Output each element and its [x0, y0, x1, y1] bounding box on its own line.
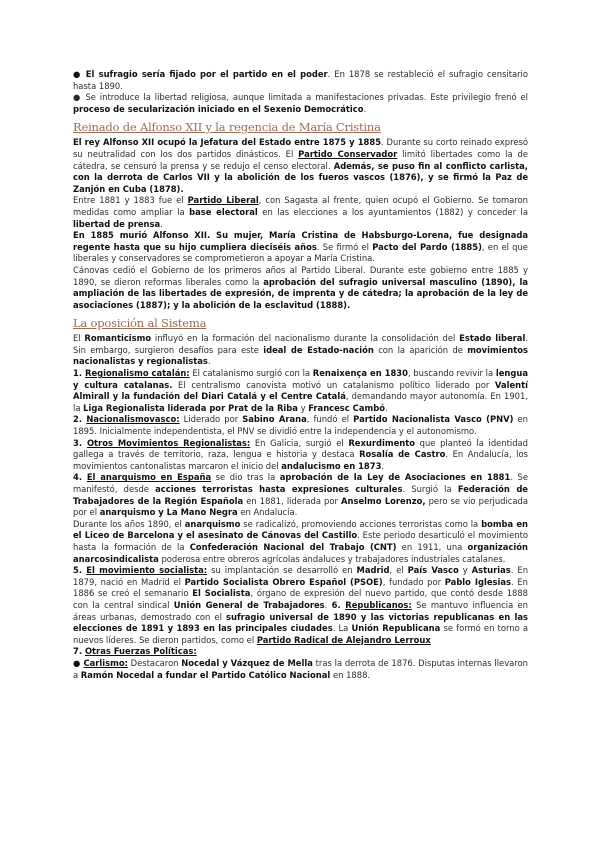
bold-text: bomba en el Liceo de Barcelona y el asesinato de Cánovas del Castillo: [73, 518, 528, 541]
bold-text: proceso de secularización iniciado en el Sexenio Democrático: [73, 103, 364, 114]
bold-text: 1.: [73, 368, 85, 379]
bold-underlined-text: Partido Radical de Alejandro Lerroux: [256, 634, 431, 645]
paragraph: [73, 69, 528, 92]
bold-text: 2.: [73, 414, 87, 425]
bold-text: anarquismo y La Mano Negra: [99, 507, 238, 518]
bold-text: anarquismo: [184, 518, 241, 529]
text-run: , demandando mayor autonomía. En 1901, la: [73, 391, 528, 413]
bold-text: organización anarcosindicalista: [73, 541, 528, 564]
paragraph: [73, 230, 528, 265]
bold-text: acciones terroristas hasta expresiones culturales: [155, 484, 403, 494]
text-run: ● Se introduce la libertad religiosa, aunque limitada a manifestaciones privadas. Este privilegio frenó el: [73, 92, 528, 103]
bold-text: aprobación del sufragio universal masculino (1890), la ampliación de las libertades de expresión, de imprenta y de cátedra; la aprobación de la ley de asociaciones (1887); y la abolición de la esclavitud (1888).: [73, 276, 529, 310]
bold-text: ● El sufragio sería fijado por el partido en el poder: [73, 69, 328, 79]
bold-text: ideal de Estado-nación: [263, 344, 374, 355]
text-run: . En 1886 se creó el semanario: [73, 576, 528, 599]
bold-text: aprobación de la Ley de Asociaciones en 1881: [279, 472, 511, 483]
bold-text: Federación de Trabajadores de la Región Española: [73, 484, 528, 506]
text-run: .: [384, 402, 388, 413]
text-run: influyó en la formación del nacionalismo durante la consolidación del: [151, 333, 460, 344]
bold-underlined-text: Partido Conservador: [298, 148, 398, 159]
bold-text: Rexurdimento: [348, 437, 415, 448]
text-run: en 1911, una: [396, 541, 468, 552]
text-run: Cánovas cedió el Gobierno de los primeros años al Partido Liberal. Durante este gobierno entre 1885 y 1890, se dieron reformas liberales como la: [73, 264, 528, 287]
text-run: limitó libertades como la de cátedra, se censuró la prensa y se redujo el censo electoral.: [73, 148, 528, 171]
bold-text: Nocedal y Vázquez de Mella: [181, 657, 313, 668]
bold-text: Ramón Nocedal a fundar el Partido Católico Nacional: [80, 669, 331, 680]
text-run: .: [207, 356, 211, 367]
text-run: , fundó el: [306, 414, 354, 425]
bold-text: Sabino Arana: [242, 414, 307, 425]
paragraph: [73, 646, 528, 658]
bold-underlined-text: Otras Fuerzas Políticas:: [84, 646, 197, 657]
bold-text: 4.: [73, 472, 87, 483]
bold-text: Romanticismo: [84, 333, 152, 344]
text-run: . Se manifestó, desde: [73, 472, 528, 494]
text-run: que planteó la identidad gallega a través de territorio, raza, lengua e historia y destaca: [73, 437, 528, 460]
bold-underlined-text: El anarquismo en España: [86, 472, 212, 483]
text-run: , fundado por: [382, 576, 445, 587]
text-run: . En 1878 se restableció el sufragio censitario hasta 1890.: [73, 69, 529, 91]
bold-text: 7.: [73, 646, 85, 657]
text-run: . Durante su corto reinado expresó su neutralidad con los dos partidos dinásticos. El: [73, 137, 528, 159]
text-run: en 1895. Inicialmente independentista, el PNV se dividió entre la independencia y el autonomismo.: [73, 414, 528, 437]
paragraph: [73, 265, 528, 311]
bold-underlined-text: Regionalismo catalán:: [85, 368, 190, 379]
bold-text: Pablo Iglesias: [444, 576, 512, 587]
text-run: se dio tras la: [211, 472, 280, 483]
bold-text: Además, se puso fin al conflicto carlista, con la derrota de Carlos VII y la abolición de los fueros vascos (1876), y se firmó la Paz de Zanjón en Cuba (1878).: [73, 160, 528, 194]
bold-text: Partido Socialista Obrero Español (PSOE): [184, 576, 383, 587]
bold-text: Renaixença en 1830: [312, 368, 408, 379]
text-run: .: [381, 460, 385, 471]
bold-text: Unión Republicana: [351, 623, 441, 634]
bold-text: Unión General de Trabajadores: [173, 599, 325, 610]
bold-text: Partido Nacionalista Vasco (PNV): [353, 414, 514, 425]
bold-text: Asturias: [471, 565, 511, 576]
text-run: Destacaron: [127, 657, 182, 668]
text-run: En Galicia, surgió el: [250, 437, 349, 448]
text-run: . Se firmó el: [316, 241, 373, 252]
bold-underlined-text: Republicanos:: [345, 599, 412, 610]
bold-text: Liga Regionalista liderada por Prat de la Riba: [83, 402, 298, 413]
bold-text: andalucismo en 1873: [281, 460, 382, 471]
text-run: poderosa entre obreros agrícolas andaluces y trabajadores industriales catalanes.: [158, 553, 506, 564]
text-run: con la aparición de: [373, 344, 468, 355]
text-run: . Sin embargo, surgieron desafíos para este: [73, 333, 529, 355]
bold-text: Confederación Nacional del Trabajo (CNT): [189, 541, 397, 552]
text-run: tras la derrota de 1876. Disputas internas llevaron a: [73, 657, 528, 680]
paragraph: [73, 92, 528, 115]
bold-underlined-text: Otros Movimientos Regionalistas:: [86, 437, 251, 448]
bold-underlined-text: El movimiento socialista:: [86, 565, 208, 576]
paragraph: [73, 368, 528, 414]
text-run: en las elecciones a los ayuntamientos (1882) y conceder la: [257, 206, 528, 217]
bold-text: base electoral: [189, 206, 258, 217]
text-run: , con Sagasta al frente, quien ocupó el Gobierno. Se tomaron medidas como ampliar la: [73, 195, 528, 217]
bold-text: sufragio universal de 1890 y las victorias republicanas en las elecciones de 1891 y 1893 en las principales ciudades: [73, 611, 528, 634]
text-run: . Este periodo desarticuló el movimiento hasta la formación de la: [73, 530, 528, 552]
paragraph: [73, 195, 528, 230]
text-run: .: [363, 103, 367, 114]
bold-underlined-text: Partido Liberal: [187, 195, 259, 206]
bold-text: Valentí Almirall y la fundación del Diari Catalá y el Centre Catalá: [73, 379, 528, 402]
text-run: , buscando revivir la: [407, 368, 496, 379]
text-run: El: [73, 333, 85, 344]
text-run: .: [160, 218, 163, 229]
text-run: . Surgió la: [402, 484, 458, 494]
bold-text: Estado liberal: [459, 333, 526, 344]
text-run: en 1881, liderada por: [243, 495, 342, 506]
text-run: y: [297, 402, 309, 413]
bold-text: libertad de prensa: [73, 218, 161, 229]
text-run: , órgano de expresión del nuevo partido, que contó desde 1888 con la central sindical: [73, 588, 529, 610]
text-run: . En Andalucía, los movimientos cantonalistas marcaron el inicio del: [73, 449, 528, 471]
section-heading: Reinado de Alfonso XII y la regencia de María Cristina: [73, 120, 381, 135]
bold-text: El Socialista: [192, 588, 251, 599]
text-run: Liderado por: [179, 414, 243, 425]
paragraph: [73, 519, 528, 565]
bold-text: En 1885 murió Alfonso XII. Su mujer, María Cristina de Habsburgo-Lorena, fue designada regente hasta que su hijo cumpliera dieciséis años: [73, 230, 528, 252]
paragraph: [73, 565, 528, 646]
bold-text: Francesc Cambó: [308, 402, 385, 413]
text-run: su implantación se desarrolló en: [207, 565, 357, 576]
document-body: [73, 69, 528, 681]
bold-text: Anselmo Lorenzo,: [341, 495, 426, 506]
bold-text: lengua y cultura catalanas.: [73, 368, 528, 390]
paragraph: [73, 438, 528, 473]
bold-text: 6.: [331, 599, 346, 610]
text-run: y: [458, 565, 472, 576]
text-run: . La: [332, 623, 352, 634]
bold-text: Madrid: [356, 565, 390, 576]
text-run: El catalanismo surgió con la: [189, 368, 313, 379]
text-run: en Andalucía.: [237, 507, 298, 518]
bold-text: País Vasco: [407, 565, 459, 576]
text-run: se radicalizó, promoviendo acciones terroristas como la: [240, 518, 482, 529]
bold-text: Pacto del Pardo (1885): [372, 241, 482, 252]
bold-text: ●: [73, 657, 84, 668]
bold-text: 3.: [73, 437, 87, 448]
paragraph: [73, 414, 528, 437]
text-run: .: [324, 599, 332, 610]
bold-underlined-text: Nacionalismovasco:: [86, 414, 180, 425]
bold-text: Rosalía de Castro: [359, 449, 446, 460]
paragraph: [73, 137, 528, 195]
paragraph: [73, 472, 528, 518]
text-run: . En 1879, nació en Madrid el: [73, 565, 529, 587]
text-run: Se mantuvo influencia en áreas urbanas, demostrado con el: [73, 599, 528, 622]
text-run: , el: [389, 565, 408, 576]
paragraph: [73, 658, 528, 681]
text-run: en 1888.: [330, 669, 371, 680]
text-run: se formó en torno a nuevos líderes. Se dieron partidos, como el: [73, 623, 528, 645]
text-run: , en el que liberales y conservadores se comprometieron a apoyar a María Cristina.: [73, 241, 528, 264]
bold-text: El rey Alfonso XII ocupó la Jefatura del Estado entre 1875 y 1885: [73, 137, 382, 148]
bold-text: movimientos nacionalistas y regionalistas: [73, 344, 528, 367]
bold-text: 5.: [73, 565, 87, 576]
text-run: Entre 1881 y 1883 fue el: [73, 195, 188, 206]
text-run: Durante los años 1890, el: [73, 518, 185, 529]
bold-underlined-text: Carlismo:: [83, 657, 128, 668]
section-heading: La oposición al Sistema: [73, 316, 207, 331]
text-run: pero se vio perjudicada por el: [73, 495, 528, 518]
paragraph: [73, 333, 528, 368]
text-run: El centralismo canovista motivó un catalanismo político liderado por: [172, 379, 495, 390]
